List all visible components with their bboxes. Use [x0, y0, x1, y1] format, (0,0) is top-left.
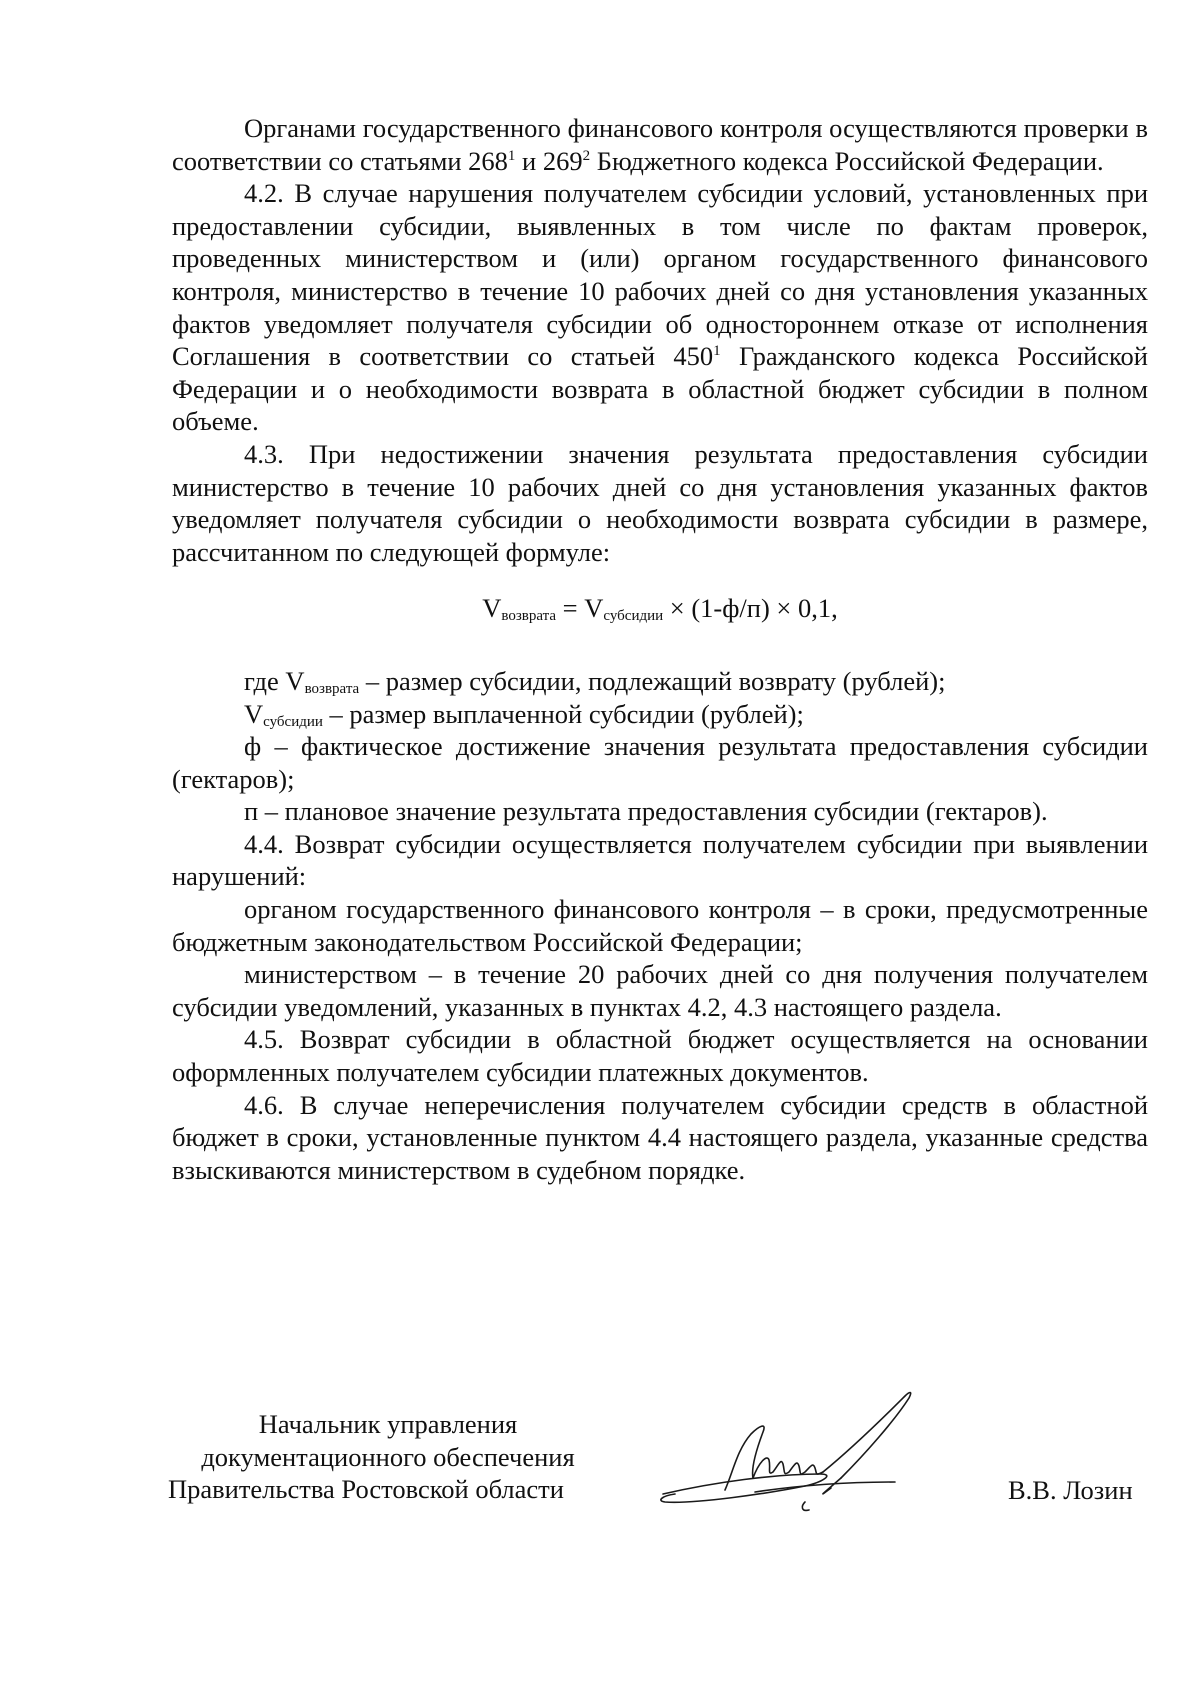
text-run: V: [244, 698, 264, 729]
paragraph-4-5: 4.5. Возврат субсидии в областной бюджет осуществляется на основании оформленных получателем субсидии платежных документов.: [172, 1024, 1148, 1088]
document-body: [172, 112, 1148, 1186]
paragraph-4-2: [172, 177, 1148, 438]
return-formula: [172, 592, 1148, 625]
formula-var: V: [482, 593, 502, 624]
formula-subscript: субсидии: [603, 608, 664, 625]
superscript: 2: [582, 147, 591, 164]
signatory-title-line: Начальник управления: [258, 1409, 518, 1439]
superscript: 1: [507, 147, 516, 164]
formula-subscript: возврата: [501, 608, 557, 625]
text-run: – размер субсидии, подлежащий возврату (рублей);: [359, 665, 946, 696]
superscript: 1: [713, 343, 721, 360]
formula-subscript: субсидии: [263, 713, 323, 730]
paragraph-4-6: 4.6. В случае неперечисления получателем субсидии средств в областной бюджет в сроки, установленные пунктом 4.4 настоящего раздела, указанные средства взыскиваются министерством в судебном порядке.: [172, 1089, 1148, 1185]
signatory-title-line: документационного обеспечения: [201, 1441, 575, 1472]
text-run: Бюджетного кодекса Российской Федерации.: [590, 145, 1104, 176]
paragraph-4-4: 4.4. Возврат субсидии осуществляется получателем субсидии при выявлении нарушений:: [172, 828, 1148, 892]
signatory-name: В.В. Лозин: [1008, 1475, 1133, 1505]
paragraph-control-bodies: [172, 112, 1148, 177]
text-run: 4.2. В случае нарушения получателем субсидии условий, установленных при предоставлении субсидии, выявленных в том числе по фактам проверок, проведенных министерством и (или) органом государственного финансового контроля, министерство в течение 10 рабочих дней со дня установления указанных фактов уведомляет получателя субсидии об одностороннем отказе от исполнения Соглашения в соответствии со статьей 450: [172, 178, 1148, 372]
text-run: Гражданского кодекса Российской Федерации и о необходимости возврата в областной бюджет субсидии в полном объеме.: [172, 341, 1148, 437]
formula-rest: × (1-ф/п) × 0,1,: [663, 593, 838, 624]
formula-var: = V: [556, 593, 604, 624]
definition-f: ф – фактическое достижение значения результата предоставления субсидии (гектаров);: [172, 731, 1148, 794]
definition-v-subsidy: [172, 698, 1148, 731]
paragraph-4-4-control-body: органом государственного финансового контроля – в сроки, предусмотренные бюджетным законодательством Российской Федерации;: [172, 894, 1148, 957]
text-run: где V: [244, 665, 305, 696]
signatory-title: [168, 1408, 608, 1506]
text-run: Органами государственного финансового контроля осуществляются проверки в соответствии со статьями 268: [172, 113, 1148, 176]
signatory-title-line: Правительства Ростовской области: [168, 1474, 564, 1505]
text-run: – размер выплаченной субсидии (рублей);: [322, 698, 804, 729]
formula-subscript: возврата: [304, 680, 360, 697]
definition-p: п – плановое значение результата предоставления субсидии (гектаров).: [244, 796, 1048, 827]
text-run: и 269: [515, 145, 583, 176]
definition-v-return: [172, 665, 1148, 698]
handwritten-signature: [655, 1382, 985, 1522]
paragraph-4-4-ministry: министерством – в течение 20 рабочих дней со дня получения получателем субсидии уведомлений, указанных в пунктах 4.2, 4.3 настоящего раздела.: [172, 959, 1148, 1022]
paragraph-4-3: 4.3. При недостижении значения результата предоставления субсидии министерство в течение 10 рабочих дней со дня установления указанных фактов уведомляет получателя субсидии о необходимости возврата субсидии в размере, рассчитанном по следующей формуле:: [172, 438, 1148, 567]
